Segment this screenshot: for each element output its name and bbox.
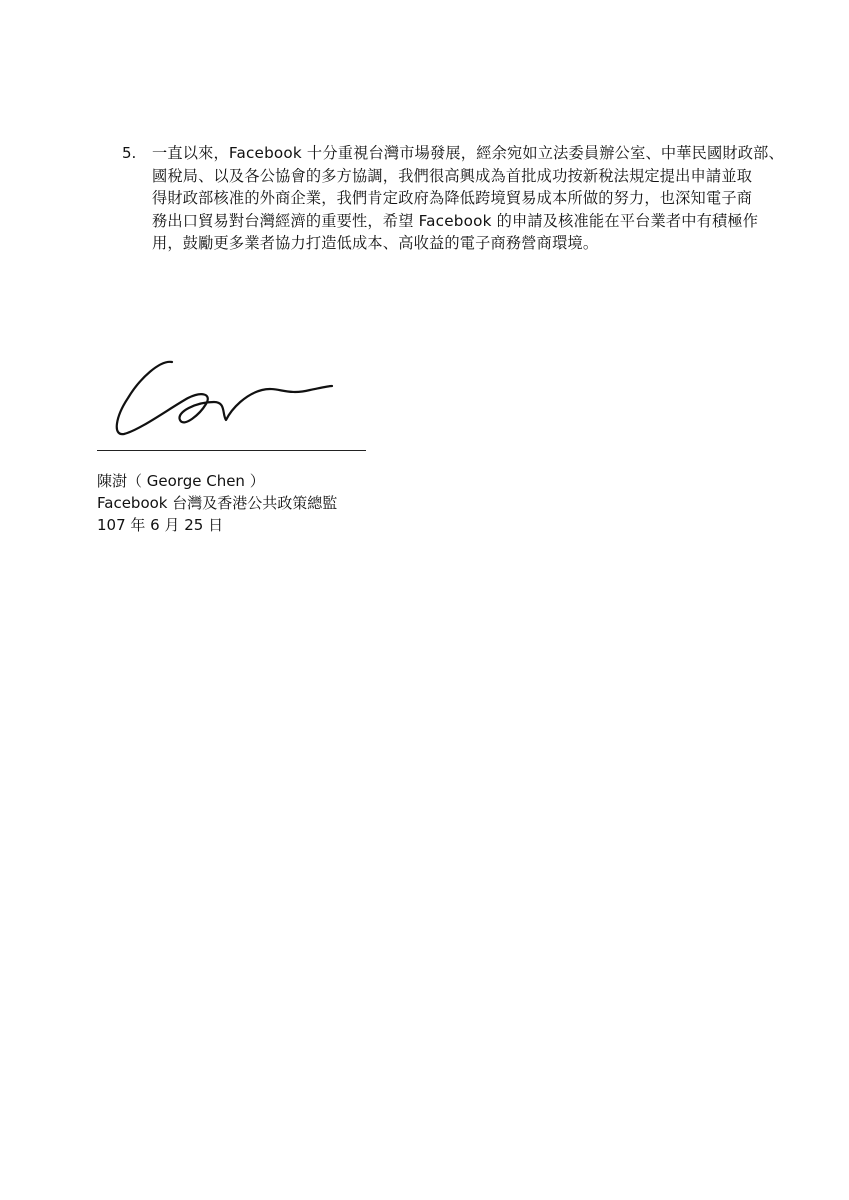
- paragraph-line: 用，鼓勵更多業者協力打造低成本、高收益的電子商務營商環境。: [152, 234, 599, 252]
- paragraph-line: 務出口貿易對台灣經濟的重要性，希望 Facebook 的申請及核准能在平台業者中有積極作: [152, 211, 759, 230]
- signer-title: Facebook 台灣及香港公共政策總監: [97, 494, 338, 512]
- paragraph-number: 5.: [122, 144, 137, 162]
- signature-icon: [110, 358, 340, 443]
- paragraph-line: 得財政部核准的外商企業，我們肯定政府為降低跨境貿易成本所做的努力，也深知電子商: [152, 189, 753, 207]
- paragraph-line: 國稅局、以及各公協會的多方協調，我們很高興成為首批成功按新稅法規定提出申請並取: [152, 166, 753, 185]
- paragraph-line: 一直以來，Facebook 十分重視台灣市場發展，經余宛如立法委員辦公室、中華民國財政部、: [152, 144, 784, 162]
- paragraph-body: [152, 142, 792, 255]
- signature-line: [97, 450, 366, 451]
- signed-date: 107 年 6 月 25 日: [97, 516, 224, 534]
- signer-name: 陳澍（ George Chen ）: [97, 472, 265, 490]
- signer-block: [97, 470, 337, 536]
